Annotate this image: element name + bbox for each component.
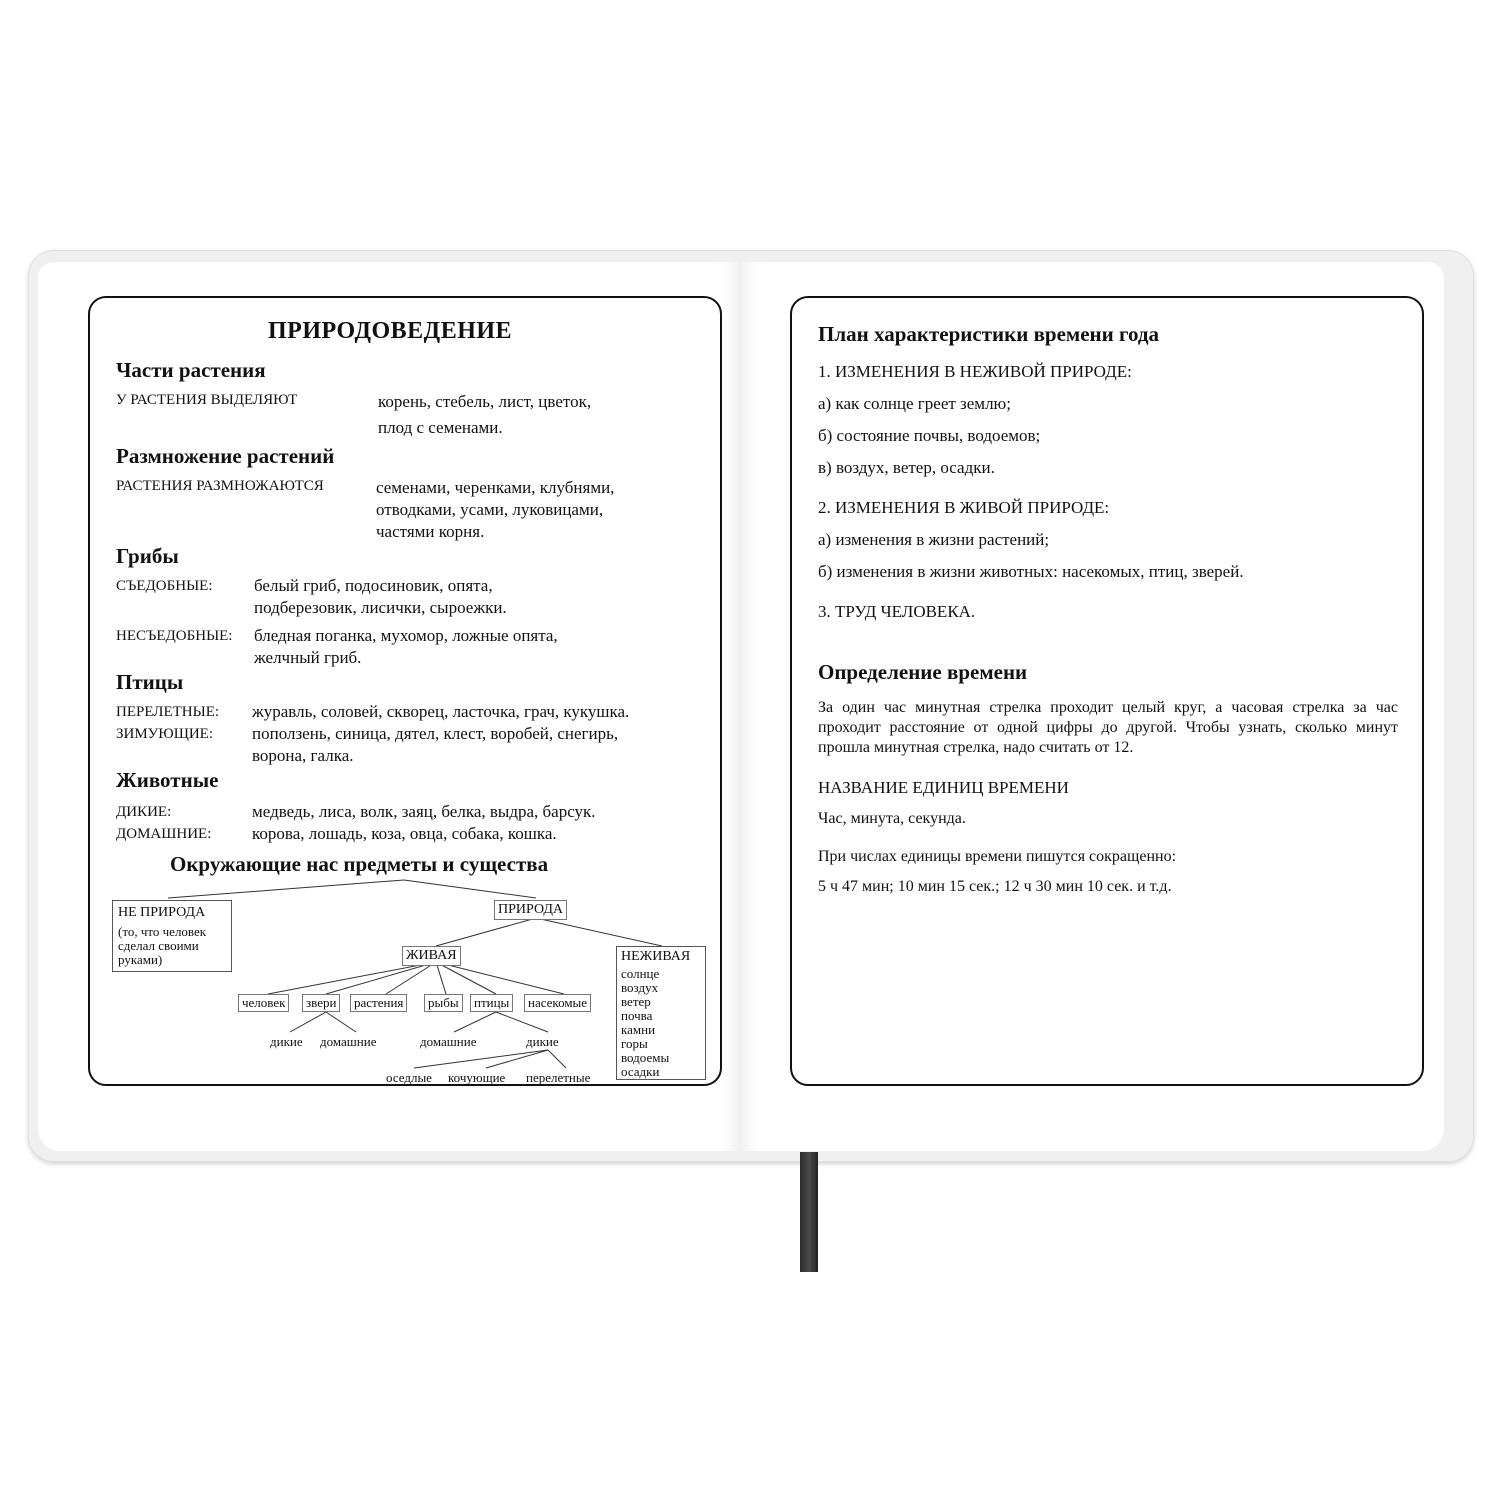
season-item3: 3. ТРУД ЧЕЛОВЕКА. xyxy=(818,602,976,621)
plant-parts-line2: плод с семенами. xyxy=(378,418,503,437)
page-title: ПРИРОДОВЕДЕНИЕ xyxy=(268,318,513,344)
reproduction-line2: отводками, усами, луковицами, xyxy=(376,500,604,519)
living-item-human: человек xyxy=(238,994,289,1012)
left-page xyxy=(38,262,740,1151)
abbrev-note: При числах единицы времени пишутся сокращенно: xyxy=(818,848,1177,865)
nonliving-item: почва xyxy=(621,1008,653,1023)
not-nature-note3: руками) xyxy=(118,952,163,967)
nonliving-item: водоемы xyxy=(621,1050,670,1065)
reproduction-line3: частями корня. xyxy=(376,522,485,541)
edible-label: СЪЕДОБНЫЕ: xyxy=(116,578,213,594)
plant-parts-heading: Части растения xyxy=(116,358,266,382)
migratory-label: ПЕРЕЛЕТНЫЕ: xyxy=(116,704,220,720)
nonliving-item: солнце xyxy=(621,966,660,981)
inedible-line2: желчный гриб. xyxy=(254,648,362,667)
season-item1: 1. ИЗМЕНЕНИЯ В НЕЖИВОЙ ПРИРОДЕ: xyxy=(818,362,1132,381)
living-item-insects: насекомые xyxy=(524,994,591,1012)
living-item-birds: птицы xyxy=(470,994,513,1012)
season-plan-heading: План характеристики времени года xyxy=(818,322,1160,346)
living-item-beasts: звери xyxy=(302,994,340,1012)
nonliving-box xyxy=(616,946,706,1080)
season-item1a: а) как солнце греет землю; xyxy=(818,394,1011,413)
birds-domestic: домашние xyxy=(420,1034,477,1049)
not-nature-box xyxy=(112,900,232,972)
nonliving-item: горы xyxy=(621,1036,648,1051)
nonliving-item: камни xyxy=(621,1022,656,1037)
units-caption: НАЗВАНИЕ ЕДИНИЦ ВРЕМЕНИ xyxy=(818,778,1069,797)
not-nature-label: НЕ ПРИРОДА xyxy=(118,905,206,920)
notebook-spread xyxy=(38,262,1444,1151)
inedible-label: НЕСЪЕДОБНЫЕ: xyxy=(116,628,233,644)
time-heading: Определение времени xyxy=(818,660,1028,684)
reproduction-label: РАСТЕНИЯ РАЗМНОЖАЮТСЯ xyxy=(116,478,324,494)
inedible-line1: бледная поганка, мухомор, ложные опята, xyxy=(254,626,558,645)
diagram-heading: Окружающие нас предметы и существа xyxy=(170,852,549,876)
left-page-frame xyxy=(88,296,722,1086)
living-item-plants: растения xyxy=(350,994,407,1012)
living-item-fish: рыбы xyxy=(424,994,463,1012)
birds-sedentary: оседлые xyxy=(386,1070,432,1085)
time-paragraph: За один час минутная стрелка проходит целый круг, а часовая стрелка за час проходит расстояние от одной цифры до другой. Чтобы узнать, сколько минут прошла минутная стрелка, надо считать от 12. xyxy=(818,699,1398,756)
plant-parts-line1: корень, стебель, лист, цветок, xyxy=(378,392,592,411)
living-node: ЖИВАЯ xyxy=(402,946,461,966)
season-item2b: б) изменения в жизни животных: насекомых, птиц, зверей. xyxy=(818,562,1244,581)
reproduction-line1: семенами, черенками, клубнями, xyxy=(376,478,615,497)
bookmark-ribbon xyxy=(800,1152,818,1272)
beasts-wild: дикие xyxy=(270,1034,303,1049)
birds-wild: дикие xyxy=(526,1034,559,1049)
units-text: Час, минута, секунда. xyxy=(818,810,966,827)
nonliving-label: НЕЖИВАЯ xyxy=(621,949,691,964)
nonliving-item: ветер xyxy=(621,994,651,1009)
right-page-frame xyxy=(790,296,1424,1086)
wintering-line1: поползень, синица, дятел, клест, воробей, снегирь, xyxy=(252,724,619,743)
nonliving-item: осадки xyxy=(621,1064,660,1079)
right-page xyxy=(740,262,1444,1151)
season-item2: 2. ИЗМЕНЕНИЯ В ЖИВОЙ ПРИРОДЕ: xyxy=(818,498,1110,517)
season-item1b: б) состояние почвы, водоемов; xyxy=(818,426,1041,445)
animals-heading: Животные xyxy=(116,768,219,792)
season-item1c: в) воздух, ветер, осадки. xyxy=(818,458,995,477)
domestic-label: ДОМАШНИЕ: xyxy=(116,826,212,842)
domestic-text: корова, лошадь, коза, овца, собака, кошка. xyxy=(252,824,557,843)
not-nature-note1: (то, что человек xyxy=(118,924,207,939)
plant-parts-label: У РАСТЕНИЯ ВЫДЕЛЯЮТ xyxy=(116,392,298,408)
wintering-line2: ворона, галка. xyxy=(252,746,354,765)
season-item2a: а) изменения в жизни растений; xyxy=(818,530,1050,549)
nonliving-item: воздух xyxy=(621,980,659,995)
mushrooms-heading: Грибы xyxy=(116,544,179,568)
birds-migratory: перелетные xyxy=(526,1070,591,1085)
beasts-domestic: домашние xyxy=(320,1034,377,1049)
wild-label: ДИКИЕ: xyxy=(116,804,172,820)
birds-heading: Птицы xyxy=(116,670,184,694)
reproduction-heading: Размножение растений xyxy=(116,444,335,468)
wild-text: медведь, лиса, волк, заяц, белка, выдра, барсук. xyxy=(252,802,596,821)
edible-line1: белый гриб, подосиновик, опята, xyxy=(254,576,493,595)
nature-node: ПРИРОДА xyxy=(494,900,567,920)
birds-nomadic: кочующие xyxy=(448,1070,506,1085)
edible-line2: подберезовик, лисички, сыроежки. xyxy=(254,598,507,617)
wintering-label: ЗИМУЮЩИЕ: xyxy=(116,726,214,742)
not-nature-note2: сделал своими xyxy=(118,938,199,953)
abbrev-example: 5 ч 47 мин; 10 мин 15 сек.; 12 ч 30 мин 10 сек. и т.д. xyxy=(818,878,1172,895)
migratory-text: журавль, соловей, скворец, ласточка, грач, кукушка. xyxy=(252,702,630,721)
